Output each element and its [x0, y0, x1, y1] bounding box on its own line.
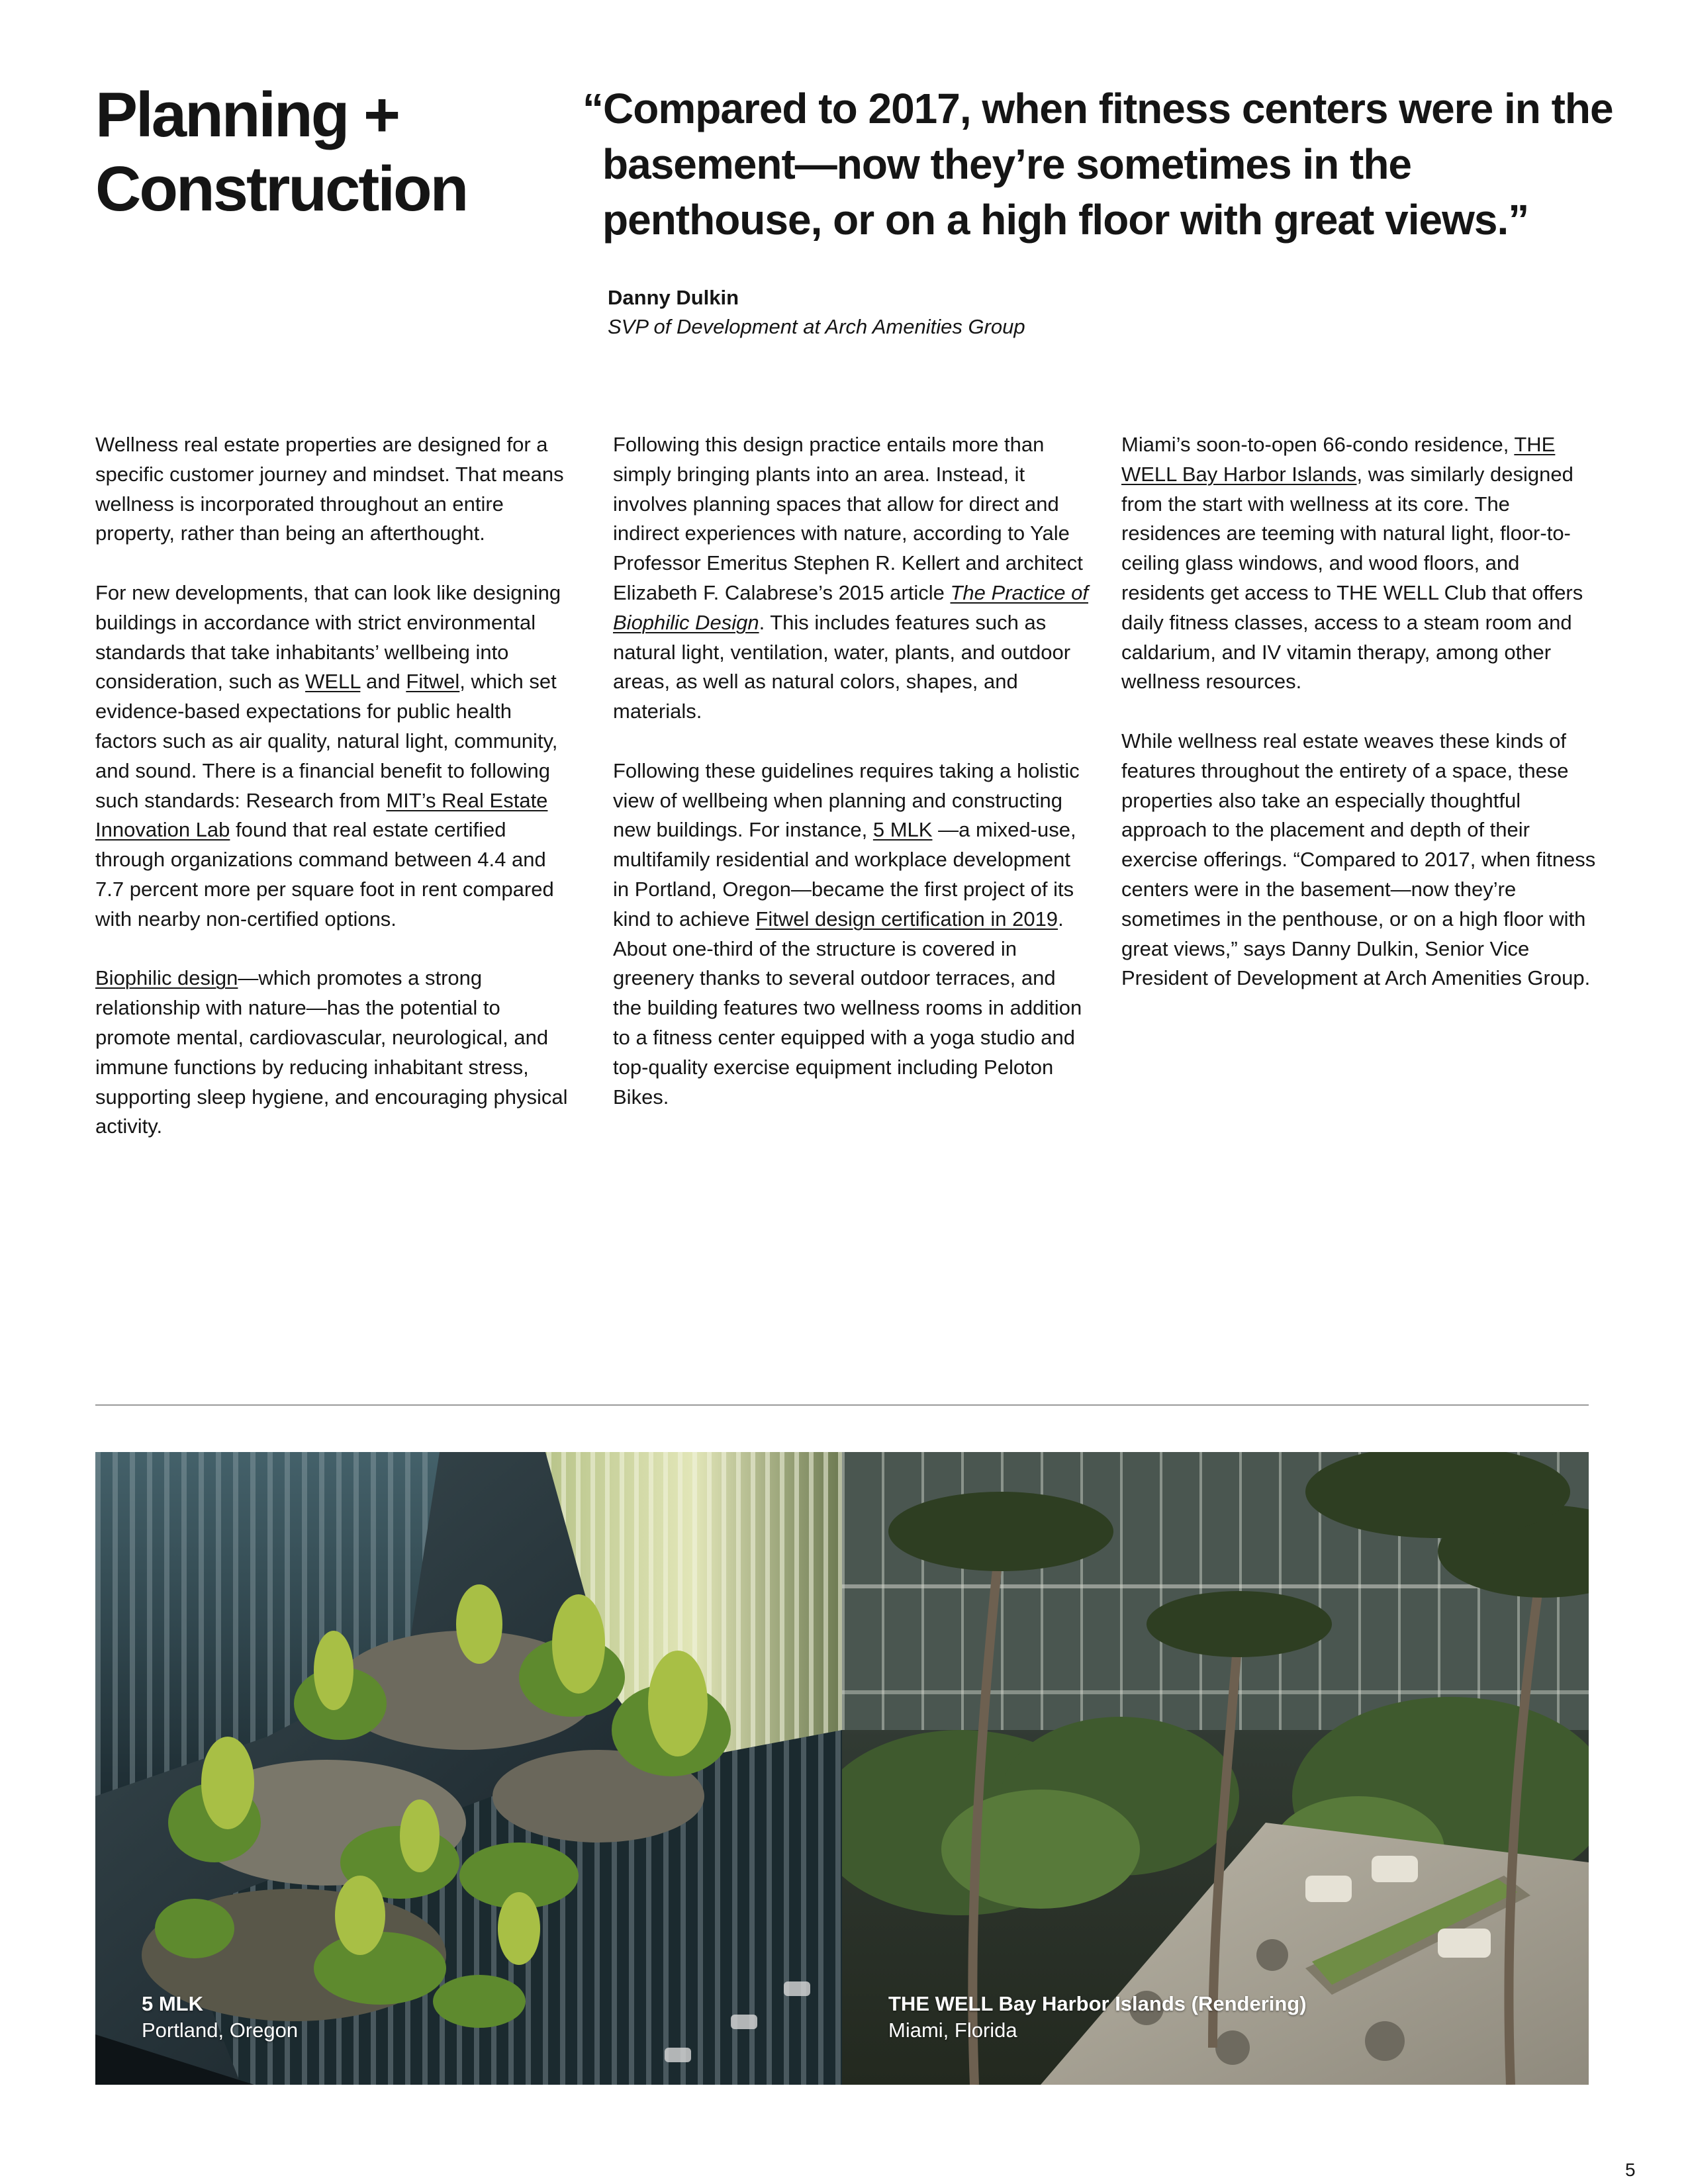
- mit-lab-link[interactable]: MIT’s Real Estate Innovation Lab: [95, 788, 548, 842]
- col2-p2-text-b: —a mixed-use, multifamily residential and workplace development in Portland, Oregon—became the first project of its kind to achieve: [613, 818, 1076, 931]
- photo-5-mlk-title: 5 MLK: [142, 1992, 203, 2015]
- quote-author-role: SVP of Development at Arch Amenities Group: [608, 315, 1025, 338]
- photo-the-well-location: Miami, Florida: [888, 2019, 1017, 2042]
- col1-paragraph-1: Wellness real estate properties are designed for a specific customer journey and mindset. That means wellness is incorporated throughout an entire property, rather than being an afterthought.: [95, 433, 564, 545]
- photo-the-well-caption: [888, 1991, 1307, 2044]
- col3-paragraph-2: While wellness real estate weaves these kinds of features throughout the entirety of a space, these properties also take an especially thoughtful approach to the placement and depth of their exercise offerings. “Compared to 2017, when fitness centers were in the basement—now they’re sometimes in the penthouse, or on a high floor with great views,” says Danny Dulkin, Senior Vice President of Development at Arch Amenities Group.: [1121, 729, 1596, 990]
- photo-the-well-title: THE WELL Bay Harbor Islands (Rendering): [888, 1992, 1307, 2015]
- well-link[interactable]: WELL: [305, 670, 361, 694]
- body-column-1: [95, 430, 572, 1171]
- col1-p2-text-c: , which set evidence-based expectations for public health factors such as air quality, natural light, community, and sound. There is a financial benefit to following such standards: Research from: [95, 670, 558, 812]
- the-well-courtyard-image: [842, 1452, 1589, 2085]
- col1-p2-text-b: and: [360, 670, 406, 694]
- photo-the-well: [842, 1452, 1589, 2085]
- col1-p2-text-d: found that real estate certified through organizations command between 4.4 and 7.7 percent more per square foot in rent compared with nearby non-certified options.: [95, 818, 554, 931]
- col2-p1-text-a: Following this design practice entails more than simply bringing plants into an area. Instead, it involves planning spaces that allow for direct and indirect experiences with nature, according to Yale Professor Emeritus Stephen R. Kellert and architect Elizabeth F. Calabrese’s 2015 article: [613, 433, 1083, 604]
- page-number: 5: [1625, 2160, 1636, 2180]
- 5-mlk-link[interactable]: 5 MLK: [872, 818, 933, 842]
- col3-paragraph-1: [1121, 430, 1598, 697]
- col3-p1-text-a: Miami’s soon-to-open 66-condo residence,: [1121, 433, 1515, 456]
- body-column-2: [613, 430, 1090, 1142]
- col1-paragraph-2: [95, 578, 572, 934]
- fitwel-certification-link[interactable]: Fitwel design certification in 2019: [755, 907, 1058, 931]
- col2-p2-text-c: . About one-third of the structure is covered in greenery thanks to several outdoor terraces, and the building features two wellness rooms in addition to a fitness center equipped with a yoga studio and top-quality exercise equipment including Peloton Bikes.: [613, 907, 1082, 1109]
- col1-p2-text-a: For new developments, that can look like designing buildings in accordance with strict environmental standards that take inhabitants’ wellbeing into consideration, such as: [95, 580, 561, 694]
- biophilic-article-link[interactable]: The Practice of Biophilic Design: [613, 580, 1088, 634]
- col2-paragraph-2: [613, 756, 1090, 1113]
- body-column-3: [1121, 430, 1598, 1023]
- 5-mlk-building-image: [95, 1452, 842, 2085]
- pull-quote: “Compared to 2017, when fitness centers were in the basement—now they’re sometimes in the penthouse, or on a high floor with great views.”: [583, 85, 1613, 244]
- photo-5-mlk-caption: [142, 1991, 298, 2044]
- photo-5-mlk-location: Portland, Oregon: [142, 2019, 299, 2042]
- col2-p2-text-a: Following these guidelines requires taking a holistic view of wellbeing when planning and constructing new buildings. For instance,: [613, 758, 1080, 842]
- col3-p1-text-b: , was similarly designed from the start with wellness at its core. The residences are teeming with natural light, floor-to-ceiling glass windows, and wood floors, and residents get access to THE WELL Club that offers daily fitness classes, access to a steam room and caldarium, and IV vitamin therapy, among other wellness resources.: [1121, 462, 1583, 694]
- col2-p1-text-b: . This includes features such as natural light, ventilation, water, plants, and outdoor areas, as well as natural colors, shapes, and materials.: [613, 610, 1071, 723]
- col2-paragraph-1: [613, 430, 1090, 727]
- biophilic-design-link[interactable]: Biophilic design: [95, 966, 238, 990]
- quote-author-name: Danny Dulkin: [608, 286, 739, 309]
- section-title: Planning + Construction: [95, 79, 467, 224]
- fitwel-link[interactable]: Fitwel: [406, 670, 460, 694]
- the-well-link[interactable]: THE WELL Bay Harbor Islands: [1121, 433, 1556, 486]
- col1-paragraph-3: [95, 964, 572, 1142]
- photo-5-mlk: [95, 1452, 842, 2085]
- col1-p3-text: —which promotes a strong relationship with nature—has the potential to promote mental, cardiovascular, neurological, and immune functions by reducing inhabitant stress, supporting sleep hygiene, and encouraging physical activity.: [95, 966, 568, 1138]
- section-divider: [95, 1404, 1589, 1406]
